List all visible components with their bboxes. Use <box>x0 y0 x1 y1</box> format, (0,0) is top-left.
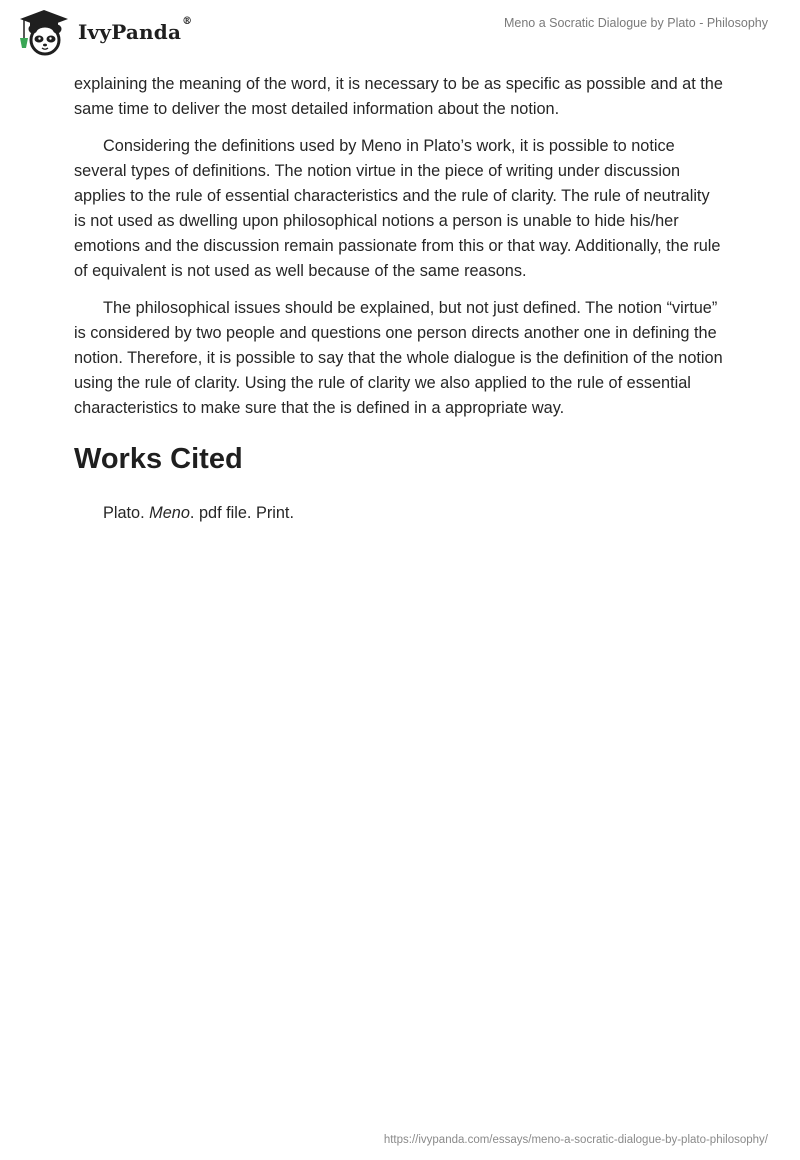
citation-title: Meno <box>149 504 190 522</box>
page-title: Meno a Socratic Dialogue by Plato - Philosophy <box>503 16 768 30</box>
brand-name: IvyPanda® <box>78 16 193 44</box>
page-header <box>0 0 800 62</box>
registered-mark: ® <box>182 16 193 27</box>
citation-author: Plato. <box>103 504 150 522</box>
paragraph: The philosophical issues should be explained, but not just defined. The notion “virtue” is considered by two people and questions one person directs another one in defining the notion. Therefore, it is possible to say that the whole dialogue is the definition of the notion using the rule of clarity. Using the rule of clarity we also applied to the rule of essential characteristics to make sure that the is defined in a appropriate way. <box>74 299 723 417</box>
paragraph: explaining the meaning of the word, it is necessary to be as specific as possible and at the same time to deliver the most detailed information about the notion. <box>74 75 723 118</box>
essay-content <box>74 72 724 538</box>
ivypanda-logo[interactable] <box>16 8 192 56</box>
panda-logo-icon <box>16 8 72 56</box>
citation-details: . pdf file. Print. <box>189 504 294 522</box>
source-url[interactable]: https://ivypanda.com/essays/meno-a-socratic-dialogue-by-plato-philosophy/ <box>383 1134 768 1146</box>
paragraph: Considering the definitions used by Meno in Plato’s work, it is possible to notice several types of definitions. The notion virtue in the piece of writing under discussion applies to the rule of essential characteristics and the rule of clarity. The rule of neutrality is not used as dwelling upon philosophical notions a person is unable to hide his/her emotions and the discussion remain passionate from this or that way. Additionally, the rule of equivalent is not used as well because of the same reasons. <box>74 137 721 280</box>
works-cited-heading: Works Cited <box>74 443 243 475</box>
citation-entry <box>74 501 724 526</box>
